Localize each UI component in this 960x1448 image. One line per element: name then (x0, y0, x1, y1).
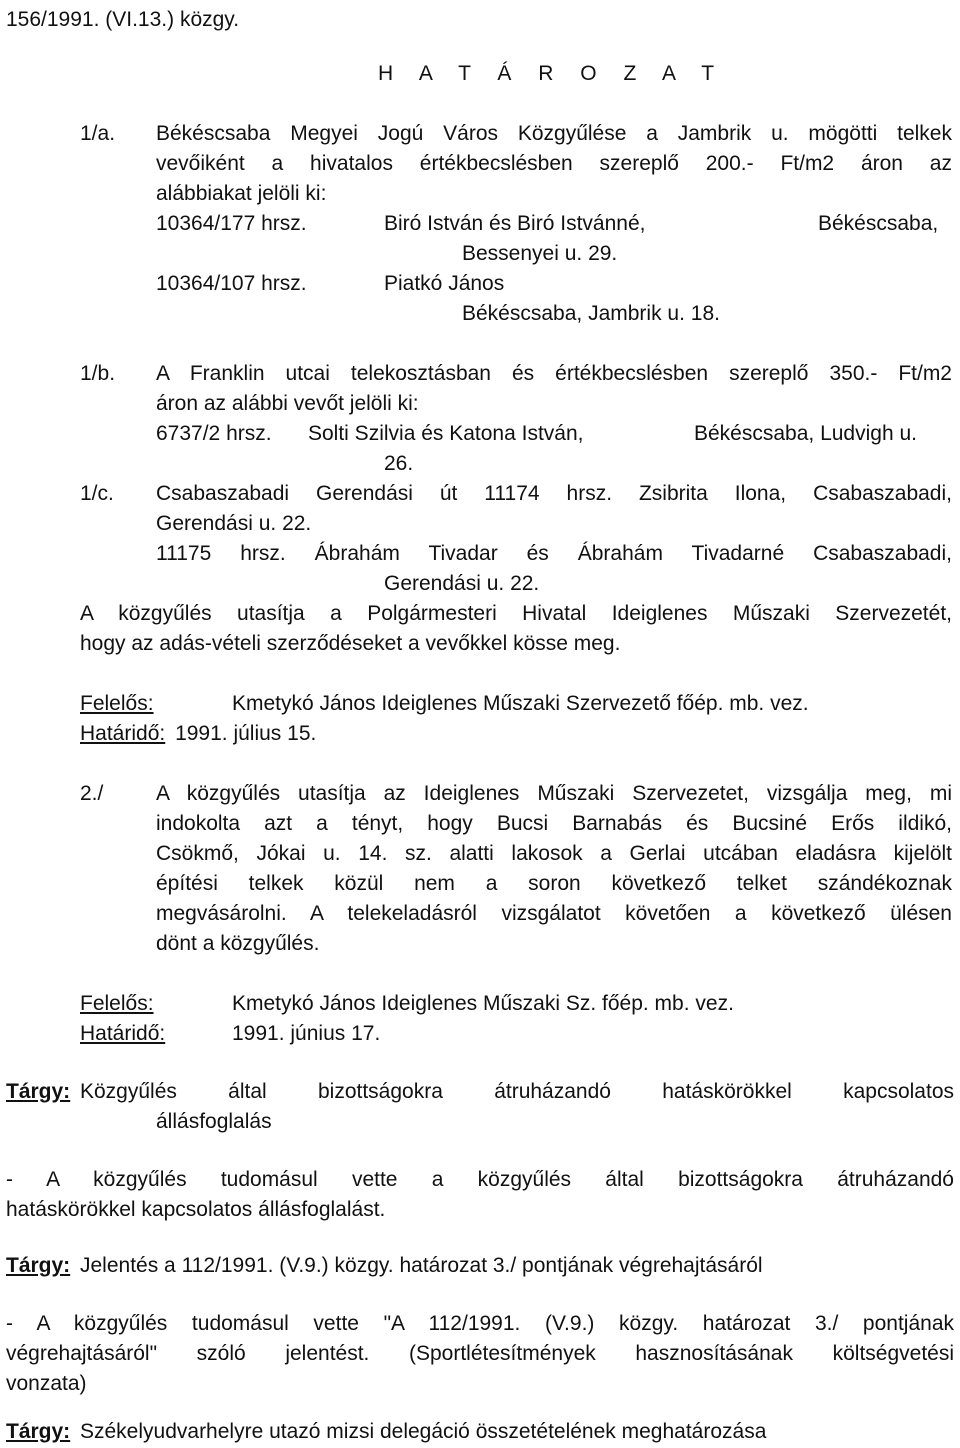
item-1c-number: 1/c. (80, 482, 114, 505)
item-1b-name: Solti Szilvia és Katona István, (308, 422, 584, 445)
item-1a-entry1-name: Biró István és Biró Istvánné, (384, 212, 646, 235)
item-1a-line3: alábbiakat jelöli ki: (156, 182, 327, 205)
subject-2-body-line1: - A közgyűlés tudomásul vette "A 112/1991. (V.9.) közgy. határozat 3./ pontjának (6, 1312, 954, 1335)
item-1a-line1: Békéscsaba Megyei Jogú Város Közgyűlése a Jambrik u. mögötti telkek (156, 122, 952, 145)
subject-2-body-line3: vonzata) (6, 1372, 87, 1395)
item-1a-entry2-hrsz: 10364/107 hrsz. (156, 272, 307, 295)
item-1a-entry1-hrsz: 10364/177 hrsz. (156, 212, 307, 235)
item-1c-line2: Gerendási u. 22. (156, 512, 312, 535)
deadline-label-1: Határidő: (80, 722, 166, 745)
item-1b-hrsz: 6737/2 hrsz. (156, 422, 272, 445)
subject-1-body-line2: hatáskörökkel kapcsolatos állásfoglalást. (6, 1198, 386, 1221)
item-1c-line4: Gerendási u. 22. (384, 572, 540, 595)
subject-title-1: Közgyűlés által bizottságokra átruházandó hatáskörökkel kapcsolatos (80, 1080, 954, 1103)
item-1a-entry2-name: Piatkó János (384, 272, 505, 295)
item-2-line2: indokolta azt a tényt, hogy Bucsi Barnabás és Bucsiné Erős ildikó, (156, 812, 952, 835)
item-2-line4: építési telkek közül nem a soron következő telket szándékoznak (156, 872, 952, 895)
item-1b-number: 1/b. (80, 362, 116, 385)
instruction-line2: hogy az adás-vételi szerződéseket a vevőkkel kösse meg. (80, 632, 621, 655)
item-2-number: 2./ (80, 782, 104, 805)
item-1a-number: 1/a. (80, 122, 116, 145)
responsible-label-1: Felelős: (80, 692, 154, 715)
deadline-value-2: 1991. június 17. (232, 1022, 381, 1045)
subject-title-2: Jelentés a 112/1991. (V.9.) közgy. határozat 3./ pontjának végrehajtásáról (80, 1254, 763, 1277)
subject-label-2: Tárgy: (6, 1254, 71, 1277)
subject-title-1-cont: állásfoglalás (156, 1110, 272, 1133)
item-1c-line1: Csabaszabadi Gerendási út 11174 hrsz. Zsibrita Ilona, Csabaszabadi, (156, 482, 952, 505)
item-2-line5: megvásárolni. A telekeladásról vizsgálatot követően a következő ülésen (156, 902, 952, 925)
item-1a-entry2-address: Békéscsaba, Jambrik u. 18. (462, 302, 720, 325)
subject-title-3: Székelyudvarhelyre utazó mizsi delegáció összetételének meghatározása (80, 1420, 767, 1443)
item-2-line6: dönt a közgyűlés. (156, 932, 320, 955)
deadline-row-1 (80, 722, 316, 746)
item-1b-line2: áron az alábbi vevőt jelöli ki: (156, 392, 419, 415)
item-2-line3: Csökmő, Jókai u. 14. sz. alatti lakosok a Gerlai utcában eladásra kijelölt (156, 842, 952, 865)
item-1b-address-number: 26. (384, 452, 414, 475)
subject-2-body-line2: végrehajtásáról" szóló jelentést. (Sportlétesítmények hasznosításának költségvetési (6, 1342, 954, 1365)
instruction-line1: A közgyűlés utasítja a Polgármesteri Hivatal Ideiglenes Műszaki Szervezetét, (80, 602, 952, 625)
deadline-value-1: 1991. július 15. (175, 722, 317, 745)
item-1a-line2: vevőiként a hivatalos értékbecslésben szereplő 200.- Ft/m2 áron az (156, 152, 952, 175)
responsible-value-2: Kmetykó János Ideiglenes Műszaki Sz. főép. mb. vez. (232, 992, 734, 1015)
item-1a-entry1-city: Békéscsaba, (818, 212, 939, 235)
subject-1-body-line1: - A közgyűlés tudomásul vette a közgyűlés által bizottságokra átruházandó (6, 1168, 954, 1191)
item-2-line1: A közgyűlés utasítja az Ideiglenes Műszaki Szervezetet, vizsgálja meg, mi (156, 782, 952, 805)
item-1b-address: Békéscsaba, Ludvigh u. (694, 422, 917, 445)
document-title: H A T Á R O Z A T (378, 62, 725, 85)
item-1b-line1: A Franklin utcai telekosztásban és értékbecslésben szereplő 350.- Ft/m2 (156, 362, 952, 385)
subject-label-1: Tárgy: (6, 1080, 71, 1103)
item-1a-entry1-address: Bessenyei u. 29. (462, 242, 618, 265)
responsible-value-1: Kmetykó János Ideiglenes Műszaki Szervezető főép. mb. vez. (232, 692, 809, 715)
responsible-label-2: Felelős: (80, 992, 154, 1015)
deadline-label-2: Határidő: (80, 1022, 166, 1045)
item-1c-line3: 11175 hrsz. Ábrahám Tivadar és Ábrahám Tivadarné Csabaszabadi, (156, 542, 952, 565)
resolution-number: 156/1991. (VI.13.) közgy. (6, 8, 240, 31)
subject-label-3: Tárgy: (6, 1420, 71, 1443)
